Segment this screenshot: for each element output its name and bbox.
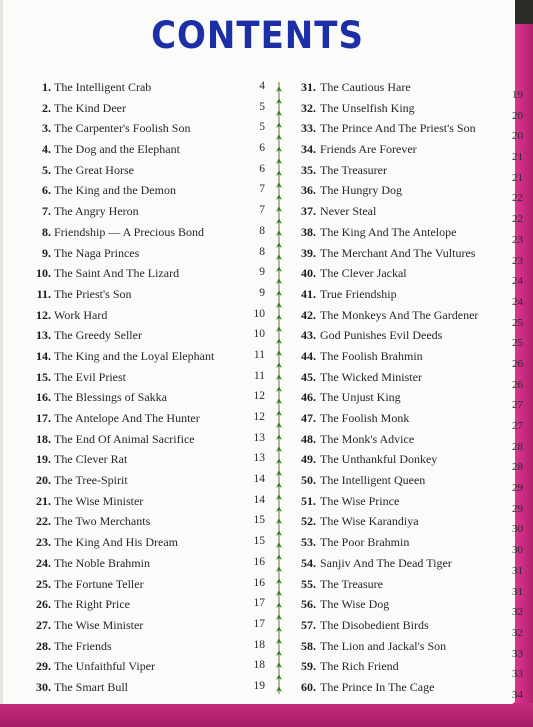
toc-entry [298,370,523,391]
toc-entry [35,680,265,701]
toc-entry-page: 11 [253,369,265,382]
toc-entry-title: Work Hard [54,307,108,322]
toc-entry-number: 58. [301,638,316,653]
toc-entry-number: 17. [36,411,51,425]
toc-entry-page: 9 [259,286,265,299]
toc-entry-page: 9 [259,266,265,279]
toc-entry-title: The Merchant And The Vultures [320,245,476,260]
toc-entry [298,514,523,535]
toc-entry-number: 33. [301,121,316,136]
toc-entry-title: The Evil Priest [54,369,126,384]
toc-entry-title: The Friends [54,638,112,653]
toc-entry-page: 5 [259,121,265,134]
toc-entry [35,349,265,370]
toc-entry-number: 1. [42,80,51,94]
toc-entry [298,577,523,598]
toc-entry-title: The Dog and the Elephant [54,142,180,157]
toc-entry-number: 55. [301,576,316,591]
toc-entry-title: The Kind Deer [54,100,126,115]
toc-entry-page: 7 [259,183,265,196]
toc-entry-title: The Carpenter's Foolish Son [54,121,191,136]
toc-entry-page: 28 [512,461,523,474]
toc-entry [298,659,523,680]
toc-entry [35,328,265,349]
toc-entry-page: 18 [253,659,265,672]
toc-entry-number: 19. [36,452,51,467]
toc-entry-page: 25 [512,316,523,329]
toc-entry [35,370,265,391]
toc-entry [35,618,265,639]
toc-entry [35,266,265,287]
toc-entry-number: 4. [42,142,51,157]
toc-entry-page: 6 [259,142,265,155]
toc-entry-page: 32 [512,606,523,619]
toc-entry-title: The Poor Brahmin [320,535,410,550]
toc-entry-number: 60. [301,679,316,694]
toc-entry-title: The King And The Antelope [320,224,457,239]
toc-entry-number: 52. [301,514,316,529]
toc-entry-number: 29. [36,659,51,674]
toc-entry-title: The Clever Jackal [320,266,407,281]
toc-entry-number: 30. [36,679,51,694]
toc-entry-number: 23. [36,535,51,550]
toc-entry-title: The Priest's Son [54,286,132,301]
toc-entry [35,535,265,556]
toc-entry-title: The King And His Dream [54,535,178,550]
toc-entry-title: The Two Merchants [54,514,151,529]
toc-entry [35,80,265,101]
toc-entry-number: 8. [42,224,51,239]
toc-entry-number: 50. [301,473,316,488]
toc-entry-number: 14. [36,348,51,363]
toc-entry-title: The Clever Rat [54,452,128,467]
toc-entry [298,411,523,432]
toc-entry-title: The Monk's Advice [320,431,415,446]
toc-entry [35,411,265,432]
toc-entry [35,597,265,618]
toc-entry-title: The Monkeys And The Gardener [320,307,479,322]
toc-entry-page: 28 [512,440,523,453]
toc-entry-number: 9. [42,245,51,260]
toc-entry-number: 22. [36,514,51,529]
toc-entry [35,577,265,598]
toc-entry-page: 4 [259,80,265,92]
toc-entry-title: The Blessings of Sakka [54,390,167,405]
toc-entry-page: 27 [512,420,523,432]
toc-entry-number: 46. [301,390,316,405]
toc-entry-title: The Treasure [320,576,383,591]
toc-entry-number: 38. [301,224,316,239]
toc-entry-title: The Disobedient Birds [320,617,429,632]
toc-entry-title: The King and the Demon [54,183,176,198]
toc-entry-page: 31 [512,564,523,577]
toc-entry-number: 41. [301,286,316,301]
toc-entry-page: 22 [512,213,523,226]
toc-left-column [35,80,265,701]
toc-entry [298,328,523,349]
toc-entry-title: The Cautious Hare [320,80,411,94]
toc-entry [35,246,265,267]
toc-entry [298,246,523,267]
toc-entry-page: 14 [253,473,265,486]
toc-entry [298,142,523,163]
toc-entry [298,183,523,204]
toc-entry-number: 18. [36,431,51,446]
toc-entry-page: 17 [253,597,265,610]
toc-entry-page: 32 [512,626,523,639]
toc-entry-title: The Saint And The Lizard [54,266,180,281]
toc-entry-number: 11. [36,286,51,301]
toc-entry-title: The Right Price [54,597,130,612]
toc-entry-number: 24. [36,555,51,570]
toc-entry-page: 24 [512,295,523,308]
toc-entry-page: 15 [253,535,265,548]
toc-entry-page: 34 [512,688,523,701]
toc-entry-title: The Intelligent Queen [320,473,426,488]
toc-entry [35,163,265,184]
toc-entry [35,432,265,453]
toc-right-column [298,80,523,701]
toc-entry-number: 28. [36,638,51,653]
toc-entry-number: 6. [42,183,51,198]
toc-entry-page: 26 [512,357,523,370]
toc-entry-page: 30 [512,544,523,557]
toc-entry-page: 19 [253,679,265,692]
toc-entry [298,535,523,556]
toc-entry-number: 59. [301,659,316,674]
toc-entry-number: 37. [301,204,316,219]
toc-entry-number: 42. [301,307,316,322]
toc-entry-title: The Smart Bull [54,679,128,694]
toc-entry-title: The Wise Minister [54,617,144,632]
toc-entry-title: Sanjiv And The Dead Tiger [320,555,452,570]
toc-entry-page: 21 [512,151,523,164]
toc-entry-page: 6 [259,162,265,175]
toc-entry-page: 22 [512,192,523,205]
toc-entry-title: The Rich Friend [320,659,399,674]
toc-entry [298,308,523,329]
toc-entry-page: 33 [512,668,523,681]
toc-entry-number: 49. [301,452,316,467]
toc-entry-title: The Wicked Minister [320,369,422,384]
toc-entry-page: 20 [512,130,523,143]
toc-entry [35,514,265,535]
toc-entry-title: The Wise Minister [54,493,144,508]
toc-entry-number: 12. [36,307,51,322]
page-title: CONTENTS [151,14,364,58]
toc-entry-title: The Greedy Seller [54,328,142,343]
toc-entry-number: 54. [301,555,316,570]
toc-entry [298,225,523,246]
toc-entry-number: 3. [42,121,51,136]
toc-entry [298,390,523,411]
toc-entry-number: 21. [36,493,51,508]
toc-entry-page: 11 [253,348,265,361]
toc-entry-title: The End Of Animal Sacrifice [54,431,195,446]
toc-entry-page: 8 [259,224,265,237]
toc-entry-page: 23 [512,233,523,246]
toc-entry-page: 15 [253,514,265,527]
toc-entry-page: 18 [253,638,265,651]
toc-entry [35,101,265,122]
toc-entry-page: 19 [512,89,523,101]
toc-entry-title: Never Steal [320,204,377,219]
toc-entry-number: 31. [301,80,316,94]
toc-entry-title: The Naga Princes [54,245,140,260]
toc-entry-title: The Fortune Teller [54,576,144,591]
toc-entry-number: 44. [301,348,316,363]
toc-entry-title: The Unthankful Donkey [320,452,438,467]
toc-entry-number: 26. [36,597,51,612]
toc-entry-number: 53. [301,535,316,550]
toc-entry-number: 36. [301,183,316,198]
toc-entry [35,639,265,660]
toc-entry-page: 13 [253,452,265,465]
toc-entry [35,390,265,411]
toc-entry-number: 32. [301,100,316,115]
toc-entry-number: 10. [36,266,51,281]
toc-entry-number: 35. [301,162,316,177]
toc-entry [35,142,265,163]
toc-entry-title: The Lion and Jackal's Son [320,638,447,653]
toc-entry [35,556,265,577]
toc-entry [298,349,523,370]
toc-entry-number: 57. [301,617,316,632]
toc-entry-page: 13 [253,431,265,444]
toc-entry [35,494,265,515]
toc-entry [298,163,523,184]
toc-entry [298,452,523,473]
toc-entry-title: God Punishes Evil Deeds [320,328,443,343]
toc-entry-title: Friendship — A Precious Bond [54,224,205,239]
toc-entry-title: The Prince And The Priest's Son [320,121,476,136]
toc-entry [35,659,265,680]
toc-entry [298,287,523,308]
toc-entry [298,266,523,287]
toc-entry [35,452,265,473]
toc-entry-title: The Foolish Monk [320,411,410,425]
toc-entry-title: The Great Horse [54,162,134,177]
toc-entry-page: 16 [253,576,265,589]
toc-entry [298,597,523,618]
toc-entry-page: 31 [512,585,523,598]
toc-entry [298,80,523,101]
toc-entry-page: 21 [512,171,523,184]
toc-entry [298,432,523,453]
toc-entry-title: The Wise Karandiya [320,514,419,529]
toc-entry-page: 30 [512,523,523,536]
toc-entry-page: 17 [253,617,265,630]
toc-entry-title: The Unselfish King [320,100,415,115]
toc-entry-number: 15. [36,369,51,384]
toc-entry-title: Friends Are Forever [320,142,417,157]
toc-entry [35,287,265,308]
toc-entry [298,680,523,701]
toc-entry-page: 7 [259,204,265,217]
toc-entry-title: The King and the Loyal Elephant [54,348,215,363]
toc-entry-page: 12 [253,390,265,403]
toc-entry-page: 33 [512,647,523,660]
toc-entry [35,225,265,246]
toc-entry-number: 34. [301,142,316,157]
toc-entry-number: 20. [36,473,51,488]
toc-entry [35,183,265,204]
toc-entry-page: 5 [259,100,265,113]
toc-entry-page: 10 [253,328,265,341]
toc-entry-number: 27. [36,617,51,632]
toc-entry-number: 16. [36,390,51,405]
toc-entry-title: The Hungry Dog [320,183,402,198]
toc-entry-page: 8 [259,245,265,258]
toc-entry-title: The Noble Brahmin [54,555,150,570]
toc-entry-page: 25 [512,337,523,350]
toc-entry-title: The Wise Dog [320,597,390,612]
toc-entry [298,618,523,639]
toc-entry-page: 29 [512,502,523,515]
toc-entry [298,639,523,660]
toc-entry-page: 26 [512,378,523,391]
toc-entry-number: 40. [301,266,316,281]
toc-entry [35,308,265,329]
toc-entry [35,473,265,494]
toc-entry-number: 43. [301,328,316,343]
toc-entry [298,101,523,122]
toc-entry-page: 23 [512,254,523,267]
toc-entry-title: True Friendship [320,286,397,301]
toc-entry-number: 2. [42,100,51,115]
toc-entry-page: 10 [253,307,265,320]
toc-entry [35,121,265,142]
toc-entry [298,473,523,494]
toc-entry [298,494,523,515]
leaf-vine-divider-icon [278,82,280,694]
toc-entry-title: The Wise Prince [320,493,400,508]
cover-edge-bottom [0,703,533,727]
toc-entry-title: The Antelope And The Hunter [54,411,200,425]
toc-entry-number: 13. [36,328,51,343]
toc-entry-page: 20 [512,109,523,122]
toc-entry [35,204,265,225]
toc-entry-title: The Treasurer [320,162,387,177]
toc-entry-page: 16 [253,555,265,568]
toc-entry-page: 24 [512,275,523,288]
toc-entry-page: 12 [253,411,265,423]
toc-entry-title: The Angry Heron [54,204,139,219]
toc-entry-title: The Unjust King [320,390,401,405]
toc-entry-number: 47. [301,411,316,425]
toc-entry-title: The Unfaithful Viper [54,659,156,674]
toc-entry-number: 56. [301,597,316,612]
toc-entry-title: The Intelligent Crab [54,80,152,94]
toc-entry [298,556,523,577]
toc-entry-number: 25. [36,576,51,591]
toc-entry-title: The Prince In The Cage [320,679,435,694]
toc-entry-page: 29 [512,482,523,495]
toc-entry [298,121,523,142]
toc-entry-number: 45. [301,369,316,384]
toc-entry-page: 27 [512,399,523,412]
toc-entry-title: The Tree-Spirit [54,473,128,488]
toc-entry-number: 48. [301,431,316,446]
toc-entry-title: The Foolish Brahmin [320,348,423,363]
toc-entry-page: 14 [253,493,265,506]
toc-entry-number: 51. [301,493,316,508]
toc-entry [298,204,523,225]
toc-entry-number: 5. [42,162,51,177]
toc-entry-number: 39. [301,245,316,260]
page-gutter-edge [0,0,3,704]
toc-entry-number: 7. [42,204,51,219]
